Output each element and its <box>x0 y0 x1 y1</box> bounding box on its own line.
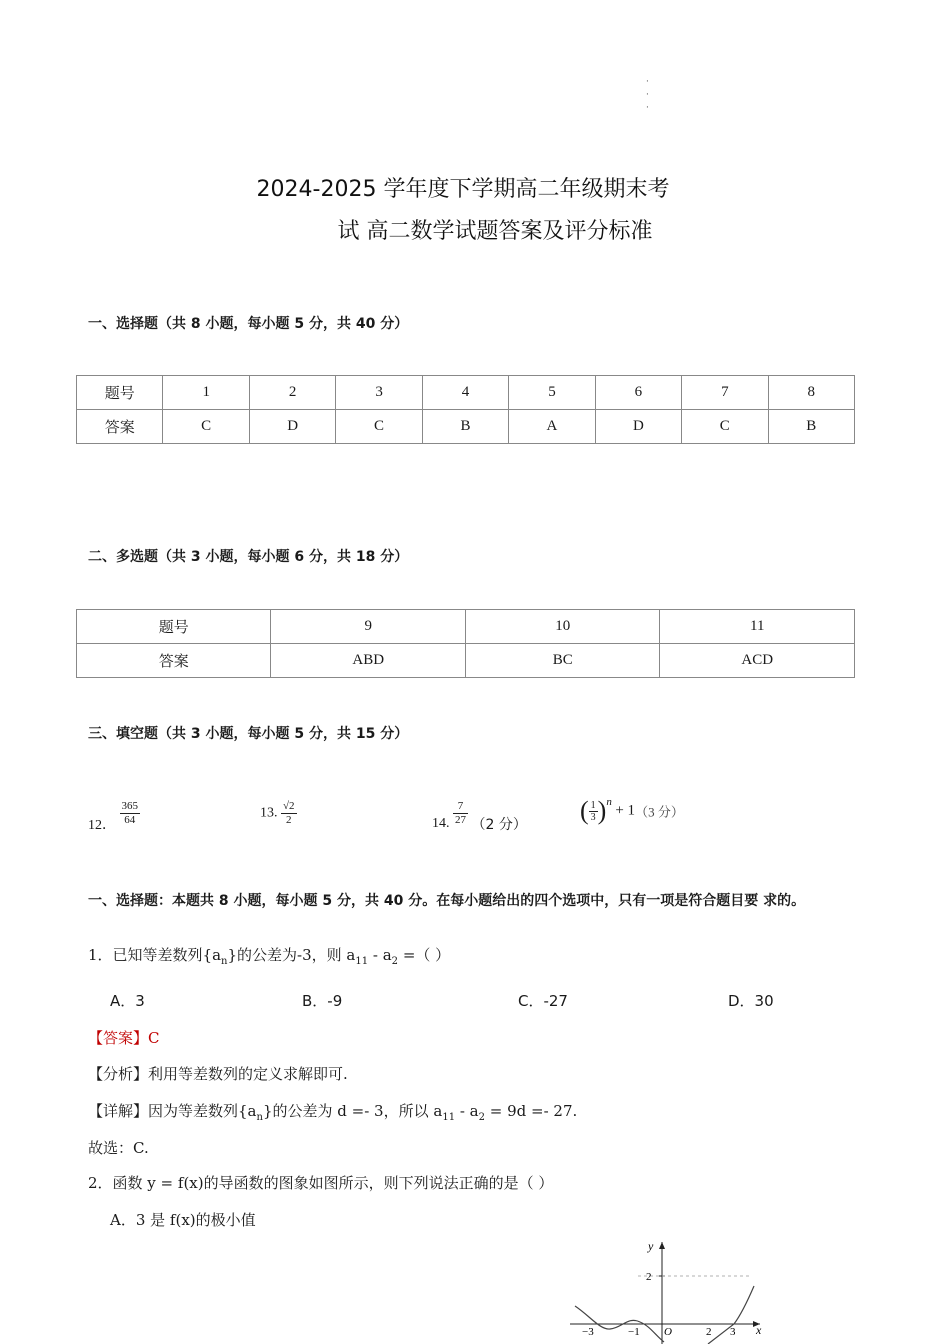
section3-heading: 三、填空题（共 3 小题，每小题 5 分，共 15 分） <box>88 726 409 742</box>
detail-b: 的公差为 d =- 3，所以 a <box>272 1102 443 1120</box>
denominator: 2 <box>286 814 292 826</box>
row-label: 题号 <box>77 610 271 644</box>
table-row <box>77 376 855 410</box>
seq-sub: n <box>256 1112 263 1123</box>
q14-score2: （3 分） <box>635 804 684 820</box>
question-number: 3 <box>336 376 422 410</box>
seq-close: } <box>227 946 238 964</box>
q1-stem-c: =（ ） <box>398 946 451 964</box>
y-axis-label: y <box>648 1239 654 1253</box>
tick-m1: −1 <box>628 1326 640 1338</box>
answer-cell: B <box>422 410 508 444</box>
paren-close: ) <box>597 796 607 825</box>
sub-11: 11 <box>442 1112 456 1123</box>
q1-detail <box>88 1100 577 1123</box>
numerator: 365 <box>121 800 138 812</box>
answer-cell: C <box>163 410 249 444</box>
sub-11: 11 <box>355 956 369 967</box>
page-title-line1: 2024-2025 学年度下学期高二年级期末考 <box>256 177 670 202</box>
sub-2: 2 <box>478 1112 485 1123</box>
exponent: n <box>606 796 612 808</box>
detail-c: = 9d =- 27. <box>485 1102 578 1120</box>
question-number: 7 <box>682 376 768 410</box>
q13-label: 13. <box>260 805 278 821</box>
q1-choose: 故选：C. <box>88 1139 149 1157</box>
table-row <box>77 644 855 678</box>
q2-option-a: A．3 是 f(x)的极小值 <box>110 1211 256 1229</box>
q14-part2-fraction <box>589 800 598 823</box>
q1-stem-a: 1．已知等差数列 <box>88 946 203 964</box>
table-row <box>77 410 855 444</box>
row-label: 题号 <box>77 376 163 410</box>
tick-y2: 2 <box>646 1271 652 1283</box>
ms-answer-table <box>76 609 855 678</box>
q1-option-b: B．-9 <box>302 992 343 1010</box>
question-number: 11 <box>660 610 855 644</box>
q1-analysis: 【分析】利用等差数列的定义求解即可. <box>88 1065 348 1083</box>
q1-option-d: D．30 <box>728 992 774 1010</box>
q13-fraction <box>281 800 297 827</box>
denominator: 27 <box>455 814 466 826</box>
fill-q12 <box>88 800 140 833</box>
header-dots: · · · <box>646 77 649 113</box>
question-number: 6 <box>595 376 681 410</box>
page-title-line2: 试 高二数学试题答案及评分标准 <box>337 219 653 244</box>
q1-option-a: A．3 <box>110 992 145 1010</box>
question-number: 9 <box>271 610 466 644</box>
answer-cell: B <box>768 410 854 444</box>
q2-stem: 2．函数 y = f(x)的导函数的图象如图所示，则下列说法正确的是（ ） <box>88 1174 554 1192</box>
q12-label: 12． <box>88 817 116 833</box>
question-number: 8 <box>768 376 854 410</box>
sub-2: 2 <box>391 956 399 967</box>
answer-cell: D <box>595 410 681 444</box>
q14-score1: （2 分） <box>471 816 527 833</box>
detail-minus: - a <box>455 1102 479 1120</box>
answer-cell: ABD <box>271 644 466 678</box>
x-axis-label: x <box>756 1323 762 1337</box>
q12-fraction <box>120 800 141 827</box>
denominator: 3 <box>590 811 596 823</box>
y-axis-arrow <box>659 1242 665 1249</box>
seq-sub: n <box>221 956 228 967</box>
answer-cell: BC <box>465 644 659 678</box>
numerator: √2 <box>283 800 295 812</box>
answer-cell: C <box>336 410 422 444</box>
q1-answer: 【答案】C <box>88 1029 160 1047</box>
tick-2: 2 <box>706 1326 712 1338</box>
q1-stem-b: 的公差为-3，则 a <box>237 946 356 964</box>
question-number: 1 <box>163 376 249 410</box>
mc-answer-table <box>76 375 855 444</box>
seq-open: {a <box>202 946 222 964</box>
q1-stem <box>88 944 450 967</box>
q1-minus: - a <box>368 946 392 964</box>
q14-label: 14. <box>432 815 450 831</box>
question-number: 10 <box>465 610 659 644</box>
q1-option-c: C．-27 <box>518 992 568 1010</box>
answer-cell: ACD <box>660 644 855 678</box>
answer-cell: C <box>682 410 768 444</box>
derivative-graph <box>570 1232 770 1344</box>
detail-a: 【详解】因为等差数列 <box>88 1102 239 1120</box>
row-label: 答案 <box>77 410 163 444</box>
seq-close: } <box>262 1102 273 1120</box>
fill-q14-part2 <box>580 796 684 826</box>
question-number: 2 <box>249 376 335 410</box>
denominator: 64 <box>124 814 136 826</box>
tick-origin: O <box>664 1326 672 1338</box>
fill-q14 <box>432 800 527 833</box>
question-number: 4 <box>422 376 508 410</box>
detail-intro: 一、选择题：本题共 8 小题，每小题 5 分，共 40 分。在每小题给出的四个选项中，只有一项是符合题目要 求的。 <box>88 893 806 909</box>
paren-open: ( <box>580 796 589 825</box>
q14-fraction <box>453 800 468 827</box>
numerator: 1 <box>590 799 596 811</box>
answer-cell: A <box>509 410 595 444</box>
tick-m3: −3 <box>582 1326 594 1338</box>
numerator: 7 <box>453 800 468 814</box>
section2-heading: 二、多选题（共 3 小题，每小题 6 分，共 18 分） <box>88 549 409 565</box>
question-number: 5 <box>509 376 595 410</box>
table-row <box>77 610 855 644</box>
section1-heading: 一、选择题（共 8 小题，每小题 5 分，共 40 分） <box>88 316 409 332</box>
tick-3: 3 <box>730 1326 736 1338</box>
plus-one: + 1 <box>615 802 636 819</box>
answer-cell: D <box>249 410 335 444</box>
fill-q13 <box>260 800 297 827</box>
seq-open: {a <box>238 1102 257 1120</box>
row-label: 答案 <box>77 644 271 678</box>
